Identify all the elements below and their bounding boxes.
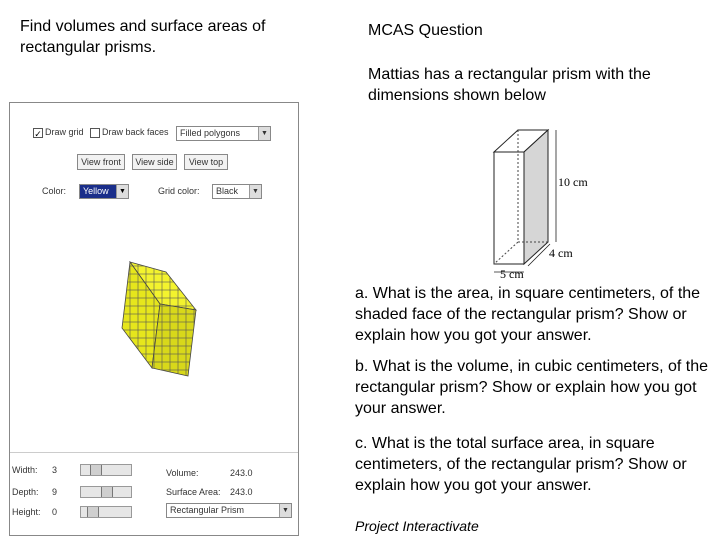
height-value: 0 xyxy=(52,507,58,517)
volume-value: 243.0 xyxy=(230,468,253,478)
color-select[interactable] xyxy=(79,184,129,199)
prism-canvas[interactable] xyxy=(10,210,298,450)
height-slider-thumb[interactable] xyxy=(87,507,99,517)
height-label: Height: xyxy=(12,507,41,517)
width-slider-thumb[interactable] xyxy=(90,465,102,475)
color-label: Color: xyxy=(42,186,67,196)
draw-back-faces-checkbox[interactable] xyxy=(90,128,100,138)
view-front-button[interactable]: View front xyxy=(77,154,125,170)
width-slider[interactable] xyxy=(80,464,132,476)
view-top-button[interactable]: View top xyxy=(184,154,228,170)
draw-grid-checkbox[interactable]: ✓ xyxy=(34,129,42,139)
mcas-prism-figure xyxy=(480,126,590,282)
draw-back-faces-label: Draw back faces xyxy=(102,127,169,137)
height-dimension-label: 10 cm xyxy=(558,175,588,189)
question-b: b. What is the volume, in cubic centimeters, of the rectangular prism? Show or explain how you got your answer. xyxy=(355,358,709,417)
depth-value: 9 xyxy=(52,487,58,497)
divider xyxy=(10,452,298,453)
page-title: Find volumes and surface areas of rectangular prisms. xyxy=(20,18,266,56)
chevron-down-icon: ▼ xyxy=(258,127,270,140)
surface-area-value: 243.0 xyxy=(230,487,253,497)
grid-color-label: Grid color: xyxy=(158,186,200,196)
height-slider[interactable] xyxy=(80,506,132,518)
width-dimension-label: 5 cm xyxy=(500,267,524,281)
width-value: 3 xyxy=(52,465,58,475)
question-a: a. What is the area, in square centimeters, of the shaded face of the rectangular prism? Show or explain how you got your answer. xyxy=(355,285,701,344)
prism-side xyxy=(524,130,548,264)
depth-slider[interactable] xyxy=(80,486,132,498)
view-side-button[interactable]: View side xyxy=(132,154,177,170)
fill-mode-select[interactable] xyxy=(176,126,271,141)
chevron-down-icon: ▼ xyxy=(116,185,128,198)
prism-front xyxy=(494,152,524,264)
shape-select[interactable] xyxy=(166,503,292,518)
draw-grid-label: Draw grid xyxy=(45,127,84,137)
grid-color-select[interactable] xyxy=(212,184,262,199)
width-label: Width: xyxy=(12,465,38,475)
depth-label: Depth: xyxy=(12,487,39,497)
credit: Project Interactivate xyxy=(355,518,479,534)
surface-area-label: Surface Area: xyxy=(166,487,221,497)
volume-label: Volume: xyxy=(166,468,199,478)
intro-text: Mattias has a rectangular prism with the dimensions shown below xyxy=(368,66,651,104)
mcas-heading: MCAS Question xyxy=(368,22,483,39)
chevron-down-icon: ▼ xyxy=(279,504,291,517)
question-c: c. What is the total surface area, in square centimeters, of the rectangular prism? Show or explain how you got your answer. xyxy=(355,435,687,494)
grid-color-value: Black xyxy=(216,186,239,196)
fill-mode-value: Filled polygons xyxy=(180,128,241,138)
shape-select-value: Rectangular Prism xyxy=(170,505,245,515)
chevron-down-icon: ▼ xyxy=(249,185,261,198)
depth-slider-thumb[interactable] xyxy=(101,487,113,497)
depth-dimension-label: 4 cm xyxy=(549,246,573,260)
color-value: Yellow xyxy=(83,186,109,196)
